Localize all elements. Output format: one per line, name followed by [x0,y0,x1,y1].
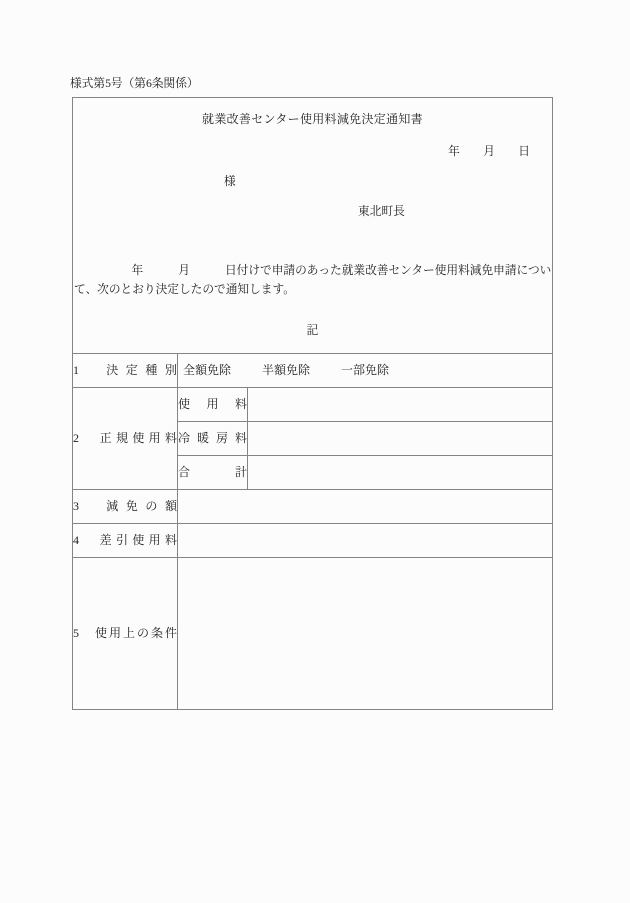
usage-conditions-label-cell: 5 使用上の条件 [73,558,178,710]
balance-fee-value-cell [178,524,553,558]
regular-fee-label-cell: 2 正規使用料 [73,388,178,490]
section-marker-ki: 記 [306,324,319,337]
table-row-decision-type [73,354,553,388]
exemption-amount-value-cell [178,490,553,524]
body-paragraph-line2: て、次のとおり決定したので通知します。 [74,283,295,296]
date-line: 年 月 日 [448,145,530,158]
table-row-balance-fee [73,524,553,558]
exemption-amount-label-cell: 3 減免の額 [73,490,178,524]
fee-table [72,353,553,710]
issuer-name: 東北町長 [358,205,405,218]
body-paragraph-line1: 年 月 日付けで申請のあった就業改善センター使用料減免申請につい [73,264,552,277]
option-partial-exemption: 一部免除 [341,362,390,377]
heating-fee-label-cell: 冷暖房料 [178,422,248,456]
option-full-exemption: 全額免除 [183,362,232,377]
balance-fee-label-cell: 4 差引使用料 [73,524,178,558]
decision-type-options [178,362,552,379]
table-row-usage-fee [73,388,553,422]
heating-fee-value-cell [248,422,553,456]
decision-type-options-cell [178,354,553,388]
decision-type-label-cell: 1 決定種別 [73,354,178,388]
option-half-exemption: 半額免除 [262,362,311,377]
form-number-label: 様式第5号（第6条関係） [70,77,199,90]
notice-title: 就業改善センター使用料減免決定通知書 [202,112,423,126]
usage-fee-label-cell: 使用料 [178,388,248,422]
table-row-usage-conditions [73,558,553,710]
total-value-cell [248,456,553,490]
usage-conditions-value-cell [178,558,553,710]
usage-fee-value-cell [248,388,553,422]
notice-box [72,97,553,353]
total-label-cell: 合計 [178,456,248,490]
table-row-exemption-amount [73,490,553,524]
recipient-honorific: 様 [224,175,236,188]
